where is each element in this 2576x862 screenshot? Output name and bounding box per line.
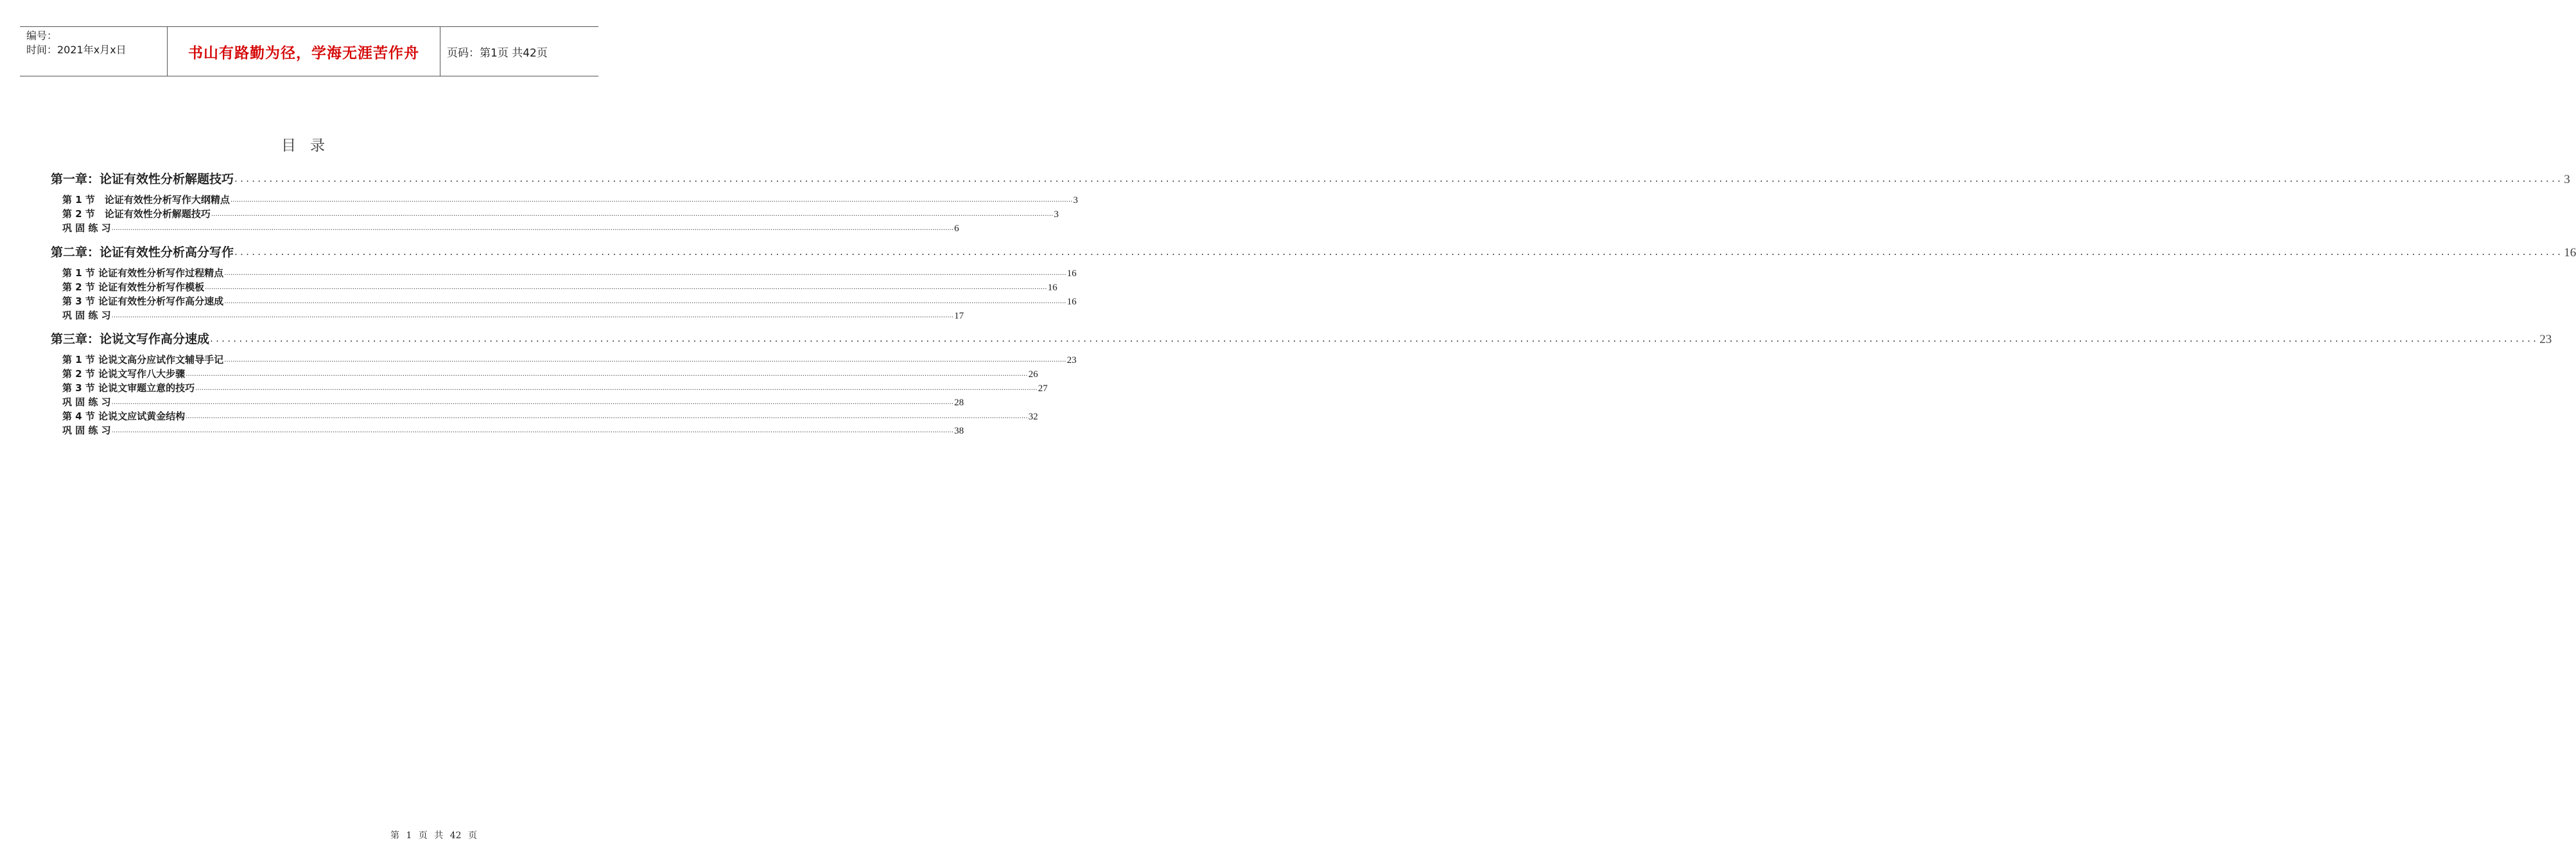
toc-section-entry[interactable]: [62, 308, 964, 322]
toc-section-entry[interactable]: [62, 193, 1078, 206]
toc-entry-label: 第 1 节 论证有效性分析写作过程精点: [62, 267, 224, 279]
toc-entry-label: 第 2 节 论证有效性分析解题技巧: [62, 208, 211, 220]
time-label: 时间：2021年x月x日: [26, 44, 126, 56]
toc-section-entry[interactable]: [62, 395, 964, 409]
toc-entry-label: 第一章：论证有效性分析解题技巧: [51, 172, 234, 186]
toc-section-entry[interactable]: [62, 367, 1038, 380]
dot-leader: ................................................................................................................................................................................................................................................................................................................................................................................................................: [211, 211, 1054, 218]
header-motto: 书山有路勤为径，学海无涯苦作舟: [188, 44, 419, 62]
dot-leader: ................................................................................................................................................................................................................................................................................................................................................................................................................: [111, 427, 954, 434]
page-header: [20, 26, 598, 76]
toc-entry-label: 巩 固 练 习: [62, 396, 111, 408]
header-page-cell: [440, 27, 598, 76]
dot-leader: ................................................................................................................................................................................................................................................................................................................................................................................................................: [111, 312, 954, 319]
toc-entry-page: 26: [1028, 369, 1038, 380]
dot-leader: ................................................................................................................................................................................................................................................................................................................................................................................................................: [186, 413, 1028, 420]
toc-chapter-entry[interactable]: [51, 329, 2552, 347]
toc-section-entry[interactable]: [62, 280, 1057, 294]
toc-entry-label: 第 2 节 论证有效性分析写作模板: [62, 281, 205, 293]
toc-section-entry[interactable]: [62, 381, 1048, 394]
header-meta: [20, 27, 167, 76]
dot-leader: ................................................................................................................................................................................................................................................................................................................................................................................................................: [205, 284, 1047, 291]
toc-entry-label: 巩 固 练 习: [62, 222, 111, 234]
toc-entry-page: 3: [2564, 173, 2570, 186]
dot-leader: ................................................................................................................................................................................................................................................................................................................................................................................................................: [234, 173, 2564, 184]
toc-entry-label: 第 4 节 论说文应试黄金结构: [62, 410, 186, 422]
toc-entry-label: 第 1 节 论证有效性分析写作大纲精点: [62, 194, 230, 206]
header-page-label: 页码：第1页 共42页: [447, 46, 548, 60]
toc-entry-page: 38: [954, 426, 964, 436]
dot-leader: ................................................................................................................................................................................................................................................................................................................................................................................................................: [111, 225, 954, 232]
toc-entry-page: 32: [1028, 412, 1038, 422]
toc-section-entry[interactable]: [62, 409, 1038, 423]
toc-entry-page: 23: [1066, 355, 1077, 365]
number-label: 编号：: [26, 30, 58, 42]
toc-entry-page: 27: [1038, 383, 1048, 394]
dot-leader: ................................................................................................................................................................................................................................................................................................................................................................................................................: [234, 246, 2564, 258]
dot-leader: ................................................................................................................................................................................................................................................................................................................................................................................................................: [230, 197, 1073, 204]
dot-leader: ................................................................................................................................................................................................................................................................................................................................................................................................................: [224, 270, 1066, 277]
toc-section-entry[interactable]: [62, 221, 959, 234]
toc-entry-page: 28: [954, 398, 964, 408]
toc-entry-page: 6: [954, 224, 959, 234]
dot-leader: ................................................................................................................................................................................................................................................................................................................................................................................................................: [210, 333, 2539, 344]
dot-leader: ................................................................................................................................................................................................................................................................................................................................................................................................................: [224, 356, 1066, 364]
page-footer: 第 1 页 共 42 页: [390, 831, 477, 841]
toc-entry-page: 23: [2539, 333, 2552, 346]
toc-entry-label: 第 1 节 论说文高分应试作文辅导手记: [62, 354, 224, 365]
toc-entry-page: 3: [1054, 209, 1059, 220]
toc-section-entry[interactable]: [62, 266, 1077, 279]
toc-entry-page: 17: [954, 311, 964, 321]
dot-leader: ................................................................................................................................................................................................................................................................................................................................................................................................................: [224, 298, 1066, 305]
toc-section-entry[interactable]: [62, 353, 1077, 366]
toc-entry-page: 16: [1066, 268, 1077, 279]
toc-title: 目录: [281, 137, 339, 154]
dot-leader: ................................................................................................................................................................................................................................................................................................................................................................................................................: [111, 399, 954, 406]
toc-section-entry[interactable]: [62, 423, 964, 437]
header-motto-cell: [167, 27, 440, 76]
dot-leader: ................................................................................................................................................................................................................................................................................................................................................................................................................: [195, 385, 1038, 392]
toc-entry-label: 第 3 节 论证有效性分析写作高分速成: [62, 295, 224, 307]
toc-entry-label: 第二章：论证有效性分析高分写作: [51, 245, 234, 259]
toc-entry-label: 巩 固 练 习: [62, 425, 111, 436]
toc-entry-label: 第 3 节 论说文审题立意的技巧: [62, 382, 195, 394]
toc-section-entry[interactable]: [62, 207, 1059, 220]
dot-leader: ................................................................................................................................................................................................................................................................................................................................................................................................................: [186, 371, 1028, 378]
toc-entry-label: 巩 固 练 习: [62, 310, 111, 321]
toc-entry-label: 第三章：论说文写作高分速成: [51, 332, 210, 346]
toc-chapter-entry[interactable]: [51, 169, 2570, 187]
toc-chapter-entry[interactable]: [51, 242, 2576, 260]
toc-entry-page: 16: [2564, 246, 2576, 259]
toc-section-entry[interactable]: [62, 294, 1077, 308]
toc-entry-page: 16: [1066, 297, 1077, 307]
toc-entry-page: 16: [1047, 283, 1057, 293]
toc-entry-page: 3: [1073, 195, 1078, 206]
toc-entry-label: 第 2 节 论说文写作八大步骤: [62, 368, 186, 380]
